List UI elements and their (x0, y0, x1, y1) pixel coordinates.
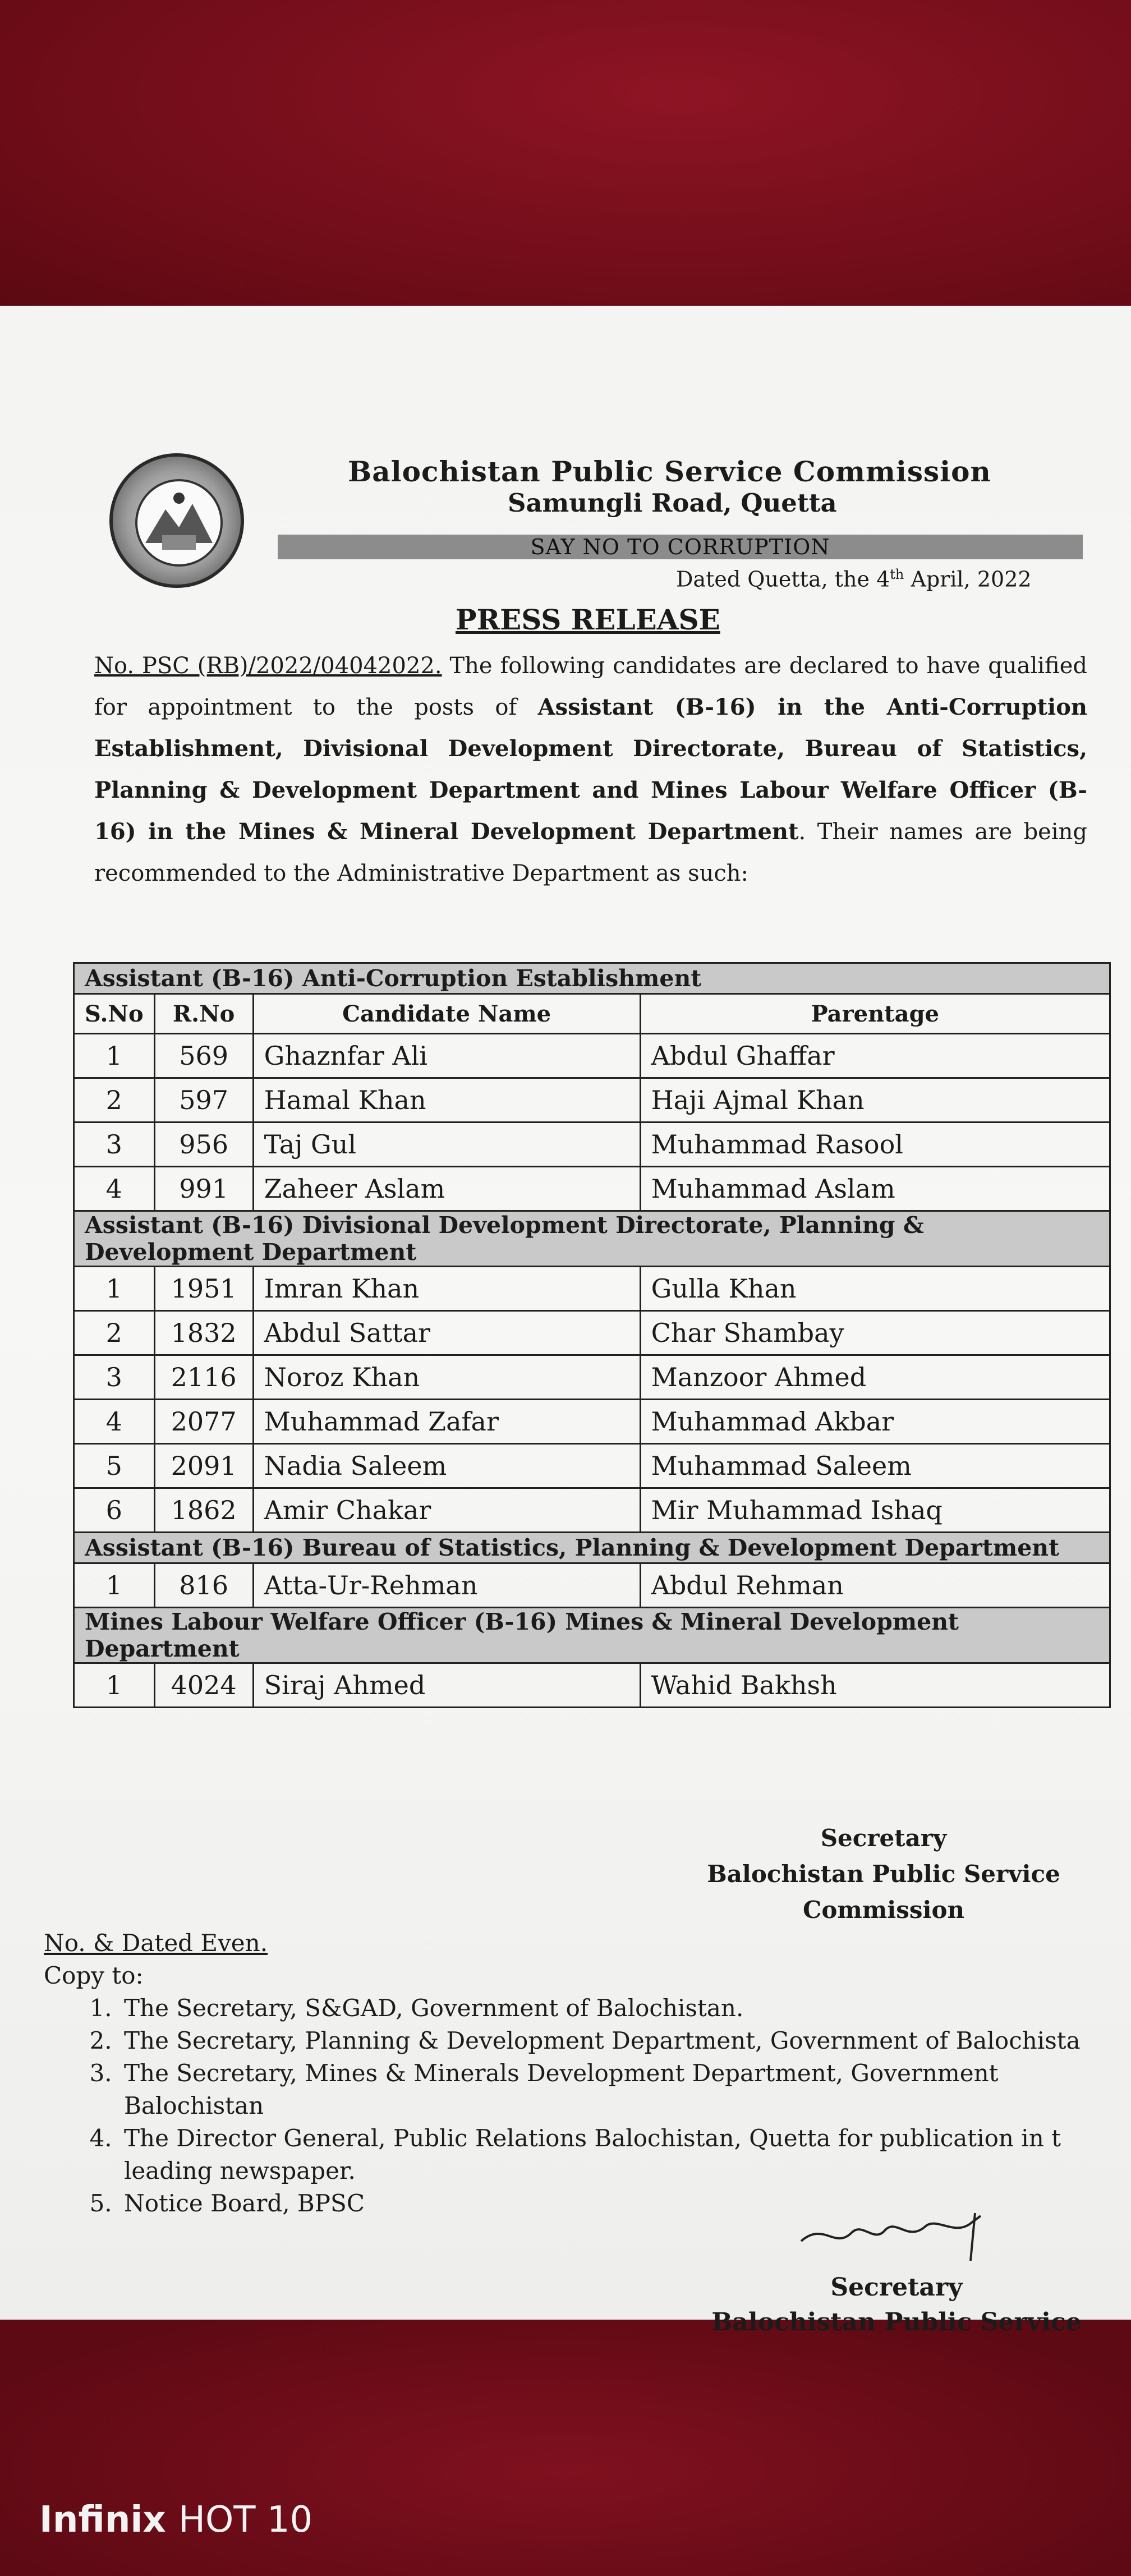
serial-number: 2 (74, 1078, 155, 1123)
serial-number: 4 (74, 1167, 155, 1211)
table-row (74, 1311, 1110, 1355)
parentage: Muhammad Rasool (640, 1123, 1110, 1167)
dated-line: Dated Quetta, the 4th April, 2022 (676, 567, 1032, 592)
candidate-name: Muhammad Zafar (253, 1400, 640, 1444)
roll-number: 2077 (154, 1400, 253, 1444)
copy-list-item: 3. The Secretary, Mines & Minerals Development Department, Government Balochistan (119, 2057, 1131, 2122)
table-row (74, 1355, 1110, 1400)
column-header-rno: R.No (154, 994, 253, 1034)
table-row (74, 1078, 1110, 1123)
candidate-name: Taj Gul (253, 1123, 640, 1167)
roll-number: 4024 (154, 1663, 253, 1708)
roll-number: 1951 (154, 1267, 253, 1311)
candidate-name: Nadia Saleem (253, 1444, 640, 1488)
candidate-name: Abdul Sattar (253, 1311, 640, 1355)
candidate-name: Zaheer Aslam (253, 1167, 640, 1211)
parentage: Gulla Khan (640, 1267, 1110, 1311)
parentage: Abdul Ghaffar (640, 1034, 1110, 1078)
parentage: Muhammad Aslam (640, 1167, 1110, 1211)
roll-number: 2116 (154, 1355, 253, 1400)
copy-list-item: 1. The Secretary, S&GAD, Government of Balochistan. (119, 1992, 1131, 2025)
section-title: Assistant (B-16) Bureau of Statistics, Planning & Development Department (74, 1533, 1110, 1563)
candidate-name: Atta-Ur-Rehman (253, 1563, 640, 1608)
roll-number: 2091 (154, 1444, 253, 1488)
section-title: Mines Labour Welfare Officer (B-16) Mines & Mineral Development Department (74, 1608, 1110, 1663)
copy-list-item: 4. The Director General, Public Relations Balochistan, Quetta for publication in t leading newspaper. (119, 2122, 1131, 2187)
handwritten-signature-icon (790, 2210, 1003, 2261)
document-page (0, 306, 1131, 2336)
commission-address: Samungli Road, Quetta (508, 488, 837, 518)
candidate-name: Amir Chakar (253, 1488, 640, 1533)
camera-watermark: Infinix HOT 10 (39, 2499, 313, 2541)
parentage: Abdul Rehman (640, 1563, 1110, 1608)
background-cloth-top (0, 0, 1131, 314)
candidate-name: Imran Khan (253, 1267, 640, 1311)
serial-number: 1 (74, 1663, 155, 1708)
serial-number: 4 (74, 1400, 155, 1444)
parentage: Mir Muhammad Ishaq (640, 1488, 1110, 1533)
candidate-name: Ghaznfar Ali (253, 1034, 640, 1078)
copy-list (44, 1992, 1131, 2220)
parentage: Wahid Bakhsh (640, 1663, 1110, 1708)
table-row (74, 1663, 1110, 1708)
roll-number: 1832 (154, 1311, 253, 1355)
column-header-parentage: Parentage (640, 994, 1110, 1034)
table-row (74, 1400, 1110, 1444)
parentage: Haji Ajmal Khan (640, 1078, 1110, 1123)
table-row (74, 1267, 1110, 1311)
motto-banner: SAY NO TO CORRUPTION (278, 535, 1083, 559)
copy-to-section (44, 1927, 1131, 2220)
roll-number: 597 (154, 1078, 253, 1123)
roll-number: 956 (154, 1123, 253, 1167)
column-header-sno: S.No (74, 994, 155, 1034)
seal-emblem (135, 479, 223, 567)
roll-number: 569 (154, 1034, 253, 1078)
table-row (74, 1123, 1110, 1167)
serial-number: 3 (74, 1355, 155, 1400)
section-header-row (74, 1533, 1110, 1563)
table-row (74, 1488, 1110, 1533)
roll-number: 1862 (154, 1488, 253, 1533)
section-header-row (74, 963, 1110, 994)
section-title: Assistant (B-16) Divisional Development Directorate, Planning & Development Department (74, 1211, 1110, 1267)
serial-number: 1 (74, 1267, 155, 1311)
roll-number: 816 (154, 1563, 253, 1608)
section-title: Assistant (B-16) Anti-Corruption Establishment (74, 963, 1110, 994)
copy-label: Copy to: (44, 1962, 144, 1989)
serial-number: 3 (74, 1123, 155, 1167)
candidate-name: Siraj Ahmed (253, 1663, 640, 1708)
copy-list-item: 5. Notice Board, BPSC (119, 2187, 1131, 2220)
column-header-name: Candidate Name (253, 994, 640, 1034)
parentage: Muhammad Akbar (640, 1400, 1110, 1444)
signature-block: Secretary Balochistan Public Service Commission (707, 1824, 1060, 1924)
parentage: Char Shambay (640, 1311, 1110, 1355)
table-row (74, 1034, 1110, 1078)
commission-name: Balochistan Public Service Commission (348, 455, 991, 488)
copy-list-item: 2. The Secretary, Planning & Development Department, Government of Balochista (119, 2025, 1131, 2057)
parentage: Muhammad Saleem (640, 1444, 1110, 1488)
roll-number: 991 (154, 1167, 253, 1211)
document-title: PRESS RELEASE (456, 603, 720, 636)
body-paragraph: No. PSC (RB)/2022/04042022. The following candidates are declared to have qualified for appointment to the posts of Assistant (B-16) in the Anti-Corruption Establishment, Divisional Development Directorate, Bureau of Statistics, Planning & Development Department and Mines Labour Welfare Officer (B-16) in the Mines & Mineral Development Department. Their names are being recommended to the Administrative Department as such: (94, 653, 1088, 886)
reference-number: No. PSC (RB)/2022/04042022. (94, 653, 442, 679)
copy-reference: No. & Dated Even. (44, 1929, 268, 1957)
candidate-name: Noroz Khan (253, 1355, 640, 1400)
table-row (74, 1563, 1110, 1608)
serial-number: 5 (74, 1444, 155, 1488)
section-header-row (74, 1211, 1110, 1267)
results-table (73, 962, 1111, 1708)
parentage: Manzoor Ahmed (640, 1355, 1110, 1400)
table-row (74, 1167, 1110, 1211)
table-row (74, 1444, 1110, 1488)
section-header-row (74, 1608, 1110, 1663)
serial-number: 1 (74, 1034, 155, 1078)
serial-number: 6 (74, 1488, 155, 1533)
commission-seal-icon (109, 453, 244, 588)
serial-number: 2 (74, 1311, 155, 1355)
signature-block-2: Secretary Balochistan Public Service (711, 2210, 1082, 2340)
candidate-name: Hamal Khan (253, 1078, 640, 1123)
column-header-row (74, 994, 1110, 1034)
serial-number: 1 (74, 1563, 155, 1608)
